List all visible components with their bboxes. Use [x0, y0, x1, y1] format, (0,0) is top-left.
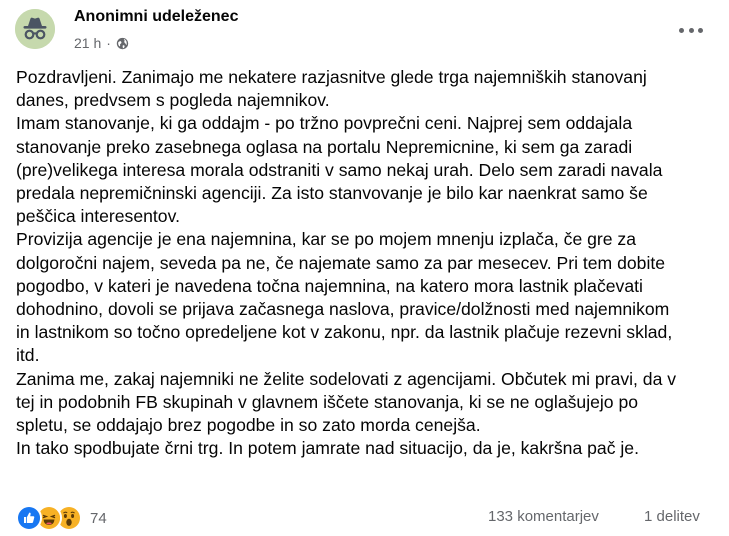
post-line: tej in podobnih FB skupinah v glavnem iščete stanovanja, ki se ne oglašujejo po [16, 391, 639, 412]
incognito-icon [15, 9, 55, 49]
author-name[interactable]: Anonimni udeleženec [74, 8, 239, 25]
more-dot [698, 28, 703, 33]
post-line: peščica interesentov. [16, 206, 180, 227]
reaction-count[interactable]: 74 [90, 509, 107, 527]
post-line: in lastnikom so točno opredeljene kot v zakonu, npr. da lastnik plačuje rezevni sklad, [16, 322, 673, 343]
post-line: Pozdravljeni. Zanimajo me nekatere razjasnitve glede trga najemniških stanovanj [16, 67, 647, 87]
post-line: (pre)velikega interesa morala odstraniti v samo nekaj urah. Delo sem zaradi navala [16, 159, 663, 180]
post-meta [74, 34, 129, 52]
post-line: Imam stanovanje, ki ga oddajm - po tržno povprečni ceni. Najprej sem oddajala [16, 113, 633, 134]
post-body [16, 66, 720, 460]
more-options-button[interactable] [679, 20, 703, 40]
post-line: stanovanje preko zasebnega oglasa na portalu Nepremicnine, ki sem ga zaradi [16, 136, 633, 157]
meta-separator: · [106, 35, 111, 51]
post-line: danes, predvsem s pogleda najemnikov. [16, 90, 330, 111]
post-line: spletu, se oddajajo brez pogodbe in so zato morda cenejša. [16, 415, 481, 436]
post-time[interactable]: 21 h [74, 35, 102, 51]
post-line: predala nepremičninski agenciji. Za isto stanvovanje je bilo kar naenkrat samo še [16, 183, 648, 204]
post-header [0, 0, 729, 62]
comments-count[interactable]: 133 komentarjev [488, 508, 599, 525]
shares-count[interactable]: 1 delitev [644, 508, 700, 525]
like-icon [16, 505, 42, 531]
avatar[interactable] [15, 9, 55, 49]
post-line: itd. [16, 345, 40, 366]
post-line: dolgoročni najem, seveda pa ne, če najemate samo za par mesecev. Pri tem dobite [16, 252, 666, 273]
post-line: dohodnino, dovoli se prijava začasnega naslova, pravice/dolžnosti med najemnikom [16, 299, 670, 320]
globe-icon[interactable] [116, 37, 129, 50]
post-footer [0, 500, 729, 536]
post-line: Zanima me, zakaj najemniki ne želite sodelovati z agencijami. Občutek mi pravi, da v [16, 368, 677, 389]
reactions-summary[interactable] [16, 505, 107, 531]
post-line: pogodbo, v kateri je navedena točna najemnina, na katero mora lastnik plačevati [16, 275, 643, 296]
more-horizontal-icon [679, 28, 684, 33]
post-line: Provizija agencije je ena najemnina, kar se po mojem mnenju izplača, če gre za [16, 229, 637, 250]
more-dot [689, 28, 694, 33]
post-line: In tako spodbujate črni trg. In potem jamrate nad situacijo, da je, kakršna pač je. [16, 438, 639, 459]
